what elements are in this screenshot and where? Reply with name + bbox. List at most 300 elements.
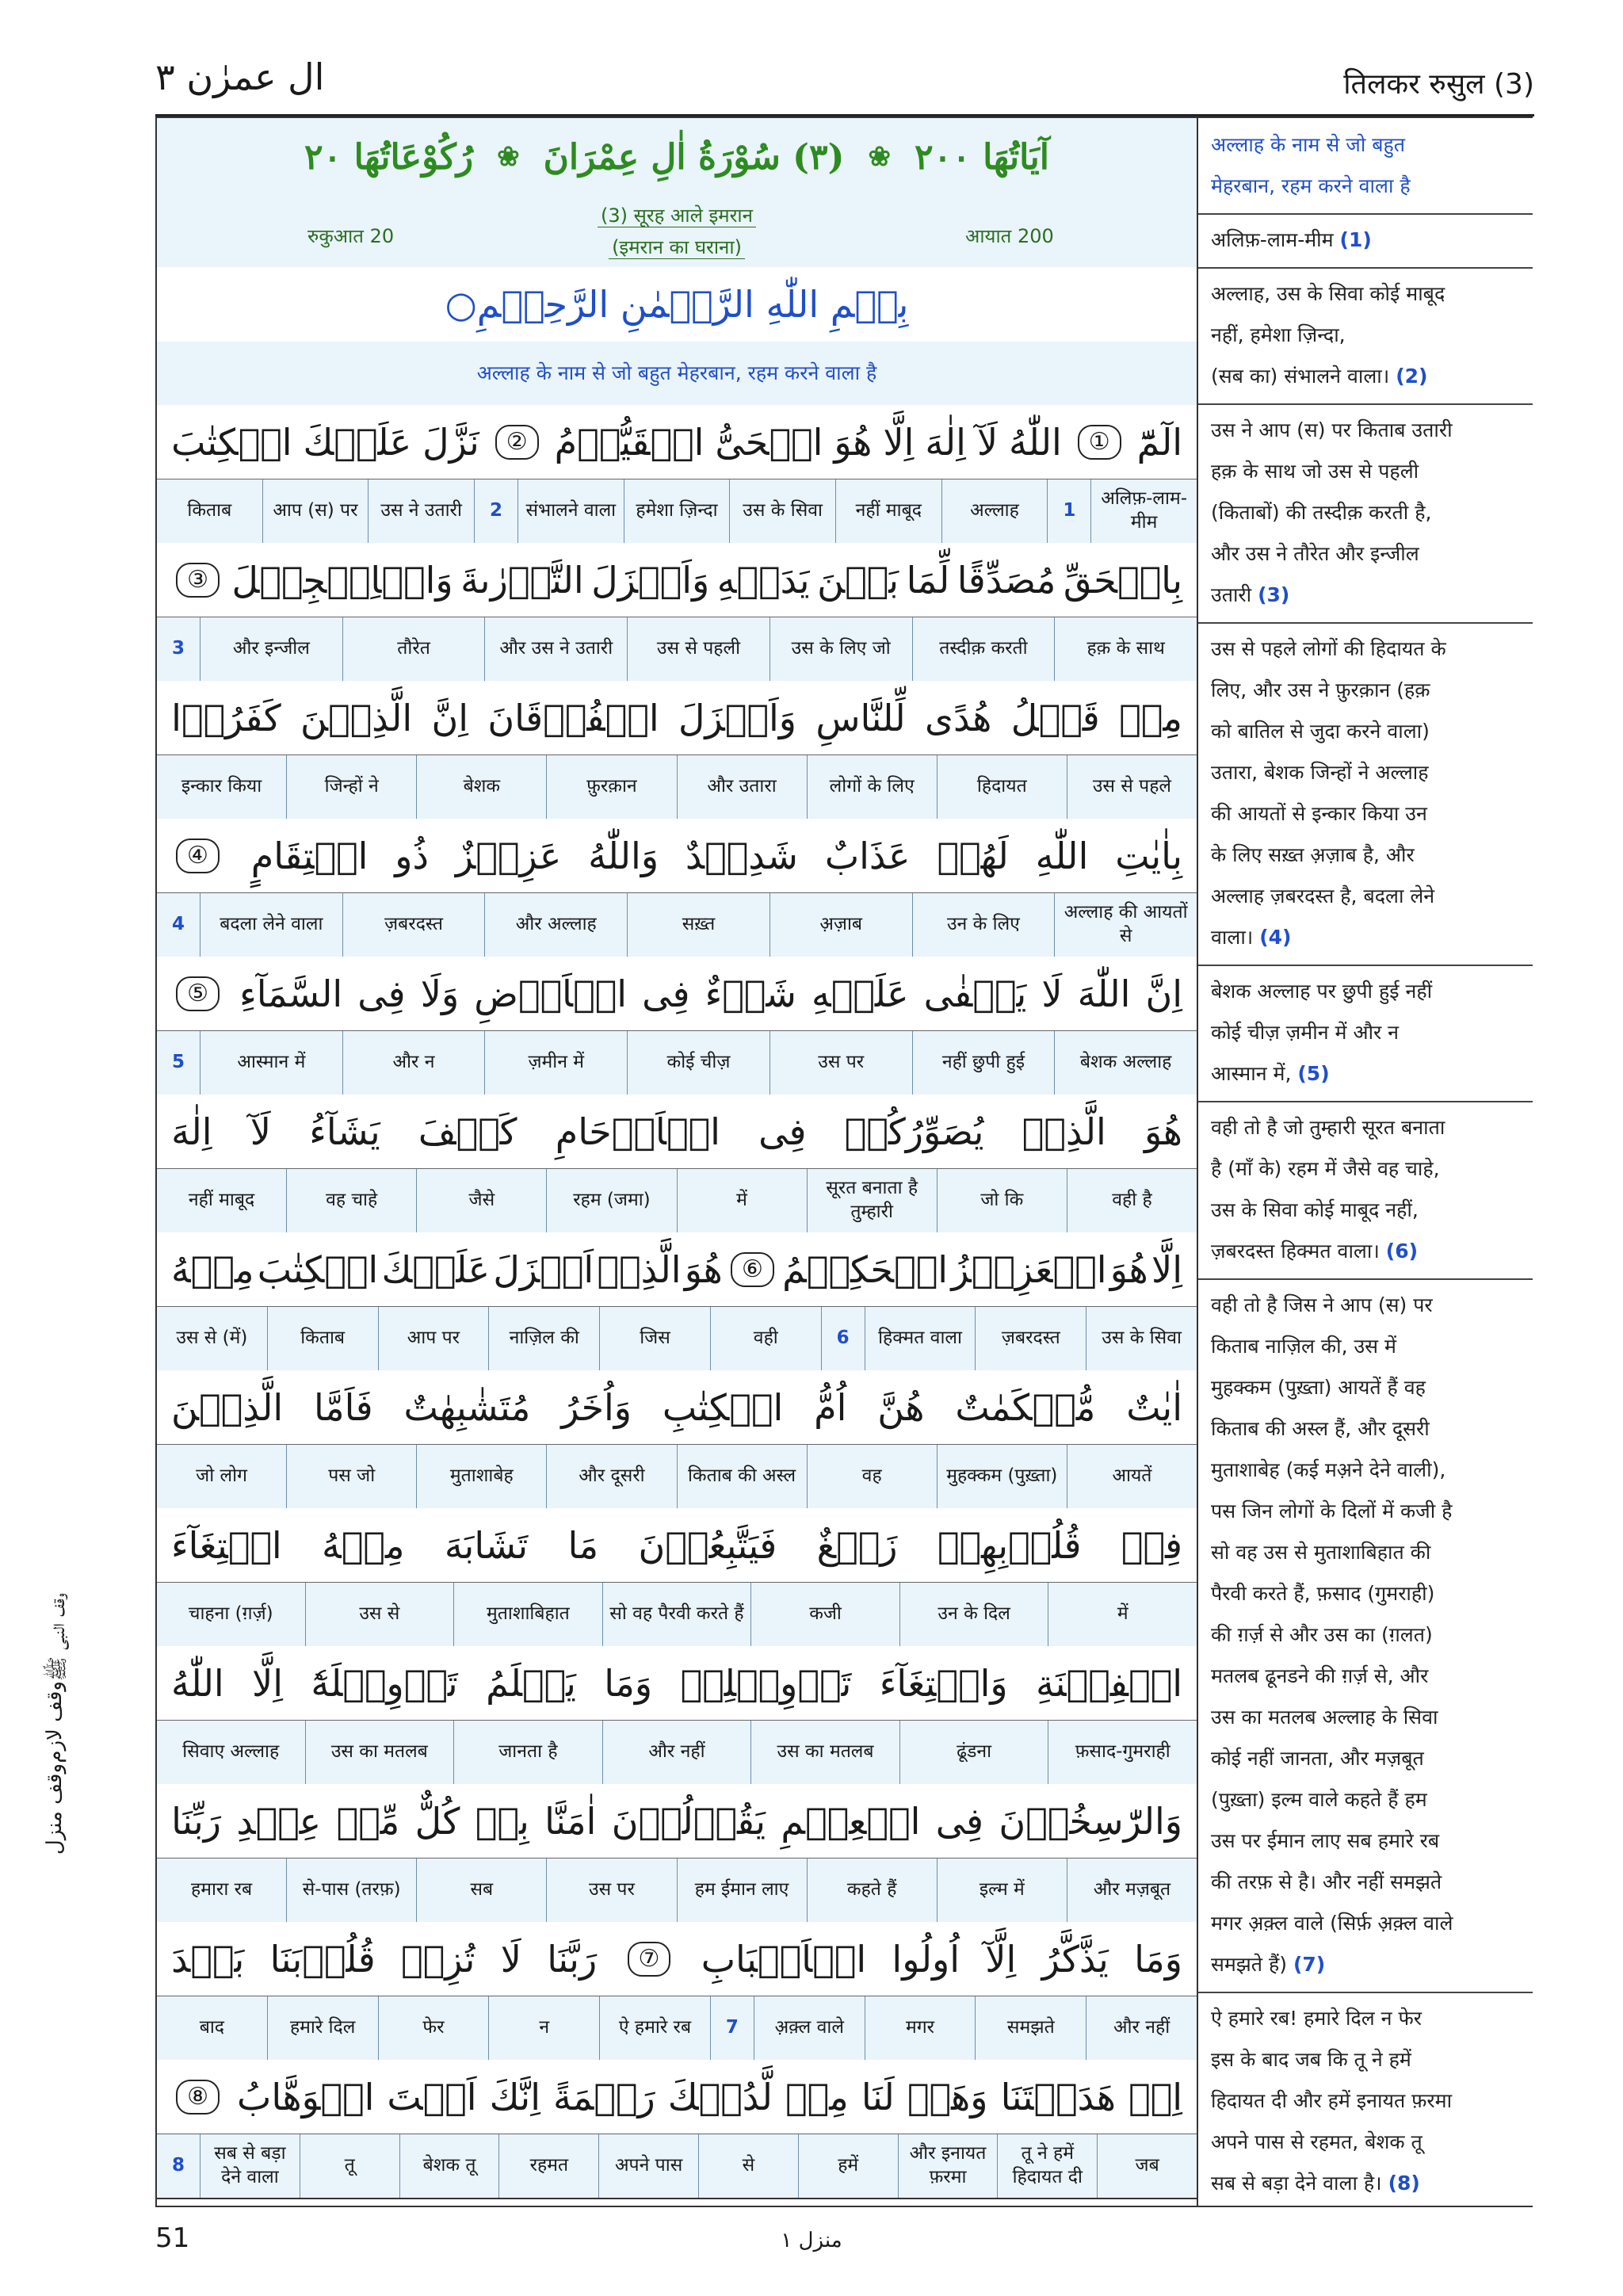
arabic-word: كَيۡفَ bbox=[418, 1110, 517, 1153]
word-meaning-cell: ऐ हमारे रब bbox=[599, 1996, 710, 2060]
translation-text: हक़ के साथ जो उस से पहली bbox=[1211, 460, 1419, 483]
translation-line bbox=[1211, 793, 1528, 835]
translation-paragraph bbox=[1211, 410, 1528, 616]
word-meaning-cell: अल्लाह bbox=[941, 479, 1048, 543]
ayah-number-marker: ① bbox=[1078, 425, 1121, 460]
arabic-word: اٰيٰتٌ bbox=[1126, 1385, 1182, 1429]
word-meaning-cell: रहम (जमा) bbox=[546, 1169, 676, 1232]
word-meaning-cell: कहते हैं bbox=[807, 1859, 937, 1922]
translation-text: वही तो है जो तुम्हारी सूरत बनाता bbox=[1211, 1116, 1445, 1139]
word-meaning-cell: वही है bbox=[1067, 1169, 1197, 1232]
verse-arabic-line bbox=[157, 1095, 1197, 1169]
word-meaning-cell: हमेशा ज़िन्दा bbox=[624, 479, 730, 543]
arabic-word: شَدِيۡدٌ bbox=[685, 834, 798, 877]
arabic-word: وَابۡتِغَآءَ bbox=[879, 1661, 1008, 1705]
word-meaning-cell: आयतें bbox=[1067, 1445, 1197, 1508]
arabic-word: يَشَآءُ bbox=[309, 1110, 380, 1153]
word-meaning-cell: और उस ने उतारी bbox=[484, 617, 627, 681]
arabic-word: وَاُخَرُ bbox=[561, 1385, 632, 1429]
ayat-count: आयात 200 bbox=[965, 225, 1054, 247]
word-meaning-cell: उस ने उतारी bbox=[368, 479, 474, 543]
arabic-word: الٓمّٓ bbox=[1136, 420, 1182, 464]
arabic-word: الۡفِتۡنَةِ bbox=[1035, 1661, 1182, 1705]
translation-paragraph bbox=[1211, 273, 1528, 397]
verse-arabic-line bbox=[157, 1508, 1197, 1583]
translation-line bbox=[1211, 533, 1528, 575]
translation-line bbox=[1211, 1862, 1528, 1903]
word-meaning-cell: उस पर bbox=[769, 1031, 912, 1095]
arabic-word: يُصَوِّرُكُمۡ bbox=[844, 1110, 984, 1153]
waqf-margin-note bbox=[43, 1593, 138, 1855]
translation-line bbox=[1211, 1408, 1528, 1450]
word-meaning-cell: हिदायत bbox=[937, 755, 1067, 819]
arabic-word: الَّذِيۡنَ bbox=[300, 696, 413, 739]
translation-text: (सब का) संभालने वाला। bbox=[1211, 365, 1390, 388]
arabic-word: ابۡتِغَآءَ bbox=[171, 1523, 282, 1567]
translation-text: किताब नाज़िल की, उस में bbox=[1211, 1335, 1396, 1358]
word-meaning-cell: बेशक bbox=[416, 755, 546, 819]
word-meaning-cell: न bbox=[488, 1996, 599, 2060]
arabic-word: اِلَّآ bbox=[985, 1937, 1017, 1981]
arabic-word: فَيَتَّبِعُوۡنَ bbox=[638, 1523, 777, 1567]
translation-line bbox=[1211, 124, 1528, 166]
word-meaning-cell: जानता है bbox=[453, 1721, 602, 1784]
arabic-word: يَذَّكَّرُ bbox=[1041, 1937, 1109, 1981]
arabic-word: الَّذِيۡنَ bbox=[171, 1385, 284, 1429]
arabic-word: عِنۡدِ bbox=[236, 1799, 322, 1843]
translation-text: मुताशाबेह (कई मअ़ने देने वाली), bbox=[1211, 1458, 1446, 1481]
translation-line bbox=[1211, 1285, 1528, 1326]
arabic-word: اِلٰهَ bbox=[925, 420, 966, 464]
translation-text: है (माँ के) रहम में जैसे वह चाहे, bbox=[1211, 1157, 1440, 1180]
word-meaning-cell: किताब bbox=[267, 1307, 378, 1370]
arabic-word: وَمَا bbox=[604, 1661, 653, 1705]
word-meaning-cell: ढूंडना bbox=[899, 1721, 1048, 1784]
translation-line bbox=[1211, 410, 1528, 451]
arabic-word: لَهُمۡ bbox=[937, 834, 1009, 877]
arabic-word: مِنۡ bbox=[785, 2075, 849, 2118]
word-meaning-cell: ज़बरदस्त bbox=[342, 893, 485, 957]
word-meaning-cell: में bbox=[1048, 1583, 1197, 1646]
verse-number: (4) bbox=[1259, 926, 1292, 949]
word-meaning-cell: फ़ुरक़ान bbox=[546, 755, 676, 819]
word-meaning-cell: इल्म में bbox=[937, 1859, 1067, 1922]
word-meaning-cell: उस से पहली bbox=[627, 617, 769, 681]
ayah-number-marker: ⑥ bbox=[731, 1252, 774, 1287]
margin-note-text: وقف لازم bbox=[43, 1681, 67, 1764]
word-meaning-cell: आप (स) पर bbox=[262, 479, 369, 543]
translation-paragraph bbox=[1211, 1998, 1528, 2204]
word-meaning-cell: हमें bbox=[798, 2134, 898, 2198]
translation-text: की तरफ़ से है। और नहीं समझते bbox=[1211, 1870, 1442, 1893]
verse-number-cell: 8 bbox=[172, 2155, 185, 2176]
verse-arabic-line bbox=[157, 1784, 1197, 1859]
translation-text: मतलब ढूनडने की ग़र्ज़ से, और bbox=[1211, 1664, 1429, 1687]
arabic-word: لَآ bbox=[976, 420, 999, 464]
word-meaning-cell: उस का मतलब bbox=[750, 1721, 899, 1784]
translation-line bbox=[1211, 1697, 1528, 1738]
word-meaning-cell: जो कि bbox=[937, 1169, 1067, 1232]
arabic-word: هُوَ bbox=[684, 1247, 723, 1291]
ayah-number-marker: ② bbox=[495, 425, 539, 460]
word-meaning-cell: कोई चीज़ bbox=[627, 1031, 769, 1095]
arabic-word: بِهٖ bbox=[475, 1799, 529, 1843]
word-meaning-cell: बाद bbox=[199, 2017, 225, 2038]
translation-text: ज़बरदस्त हिक्मत वाला। bbox=[1211, 1240, 1380, 1263]
translation-line bbox=[1211, 876, 1528, 917]
bismillah-arabic: بِسۡمِ اللّٰهِ الرَّحۡمٰنِ الرَّحِيۡمِ○ bbox=[157, 267, 1197, 343]
main-panel bbox=[155, 117, 1198, 2207]
verse-number-cell: 1 bbox=[1047, 479, 1090, 543]
translation-paragraph bbox=[1211, 1285, 1528, 1985]
arabic-word: وَالۡاِنۡجِيۡلَ bbox=[231, 558, 453, 602]
arabic-word: مُصَدِّقًا bbox=[957, 558, 1056, 602]
word-meaning-cell: सूरत बनाता है तुम्हारी bbox=[807, 1169, 937, 1232]
word-meaning-cell: उन के लिए bbox=[912, 893, 1055, 957]
arabic-word: الۡعَزِيۡزُ bbox=[951, 1247, 1107, 1291]
translation-text: और उस ने तौरेत और इन्जील bbox=[1211, 542, 1419, 565]
translation-column bbox=[1198, 117, 1533, 2207]
arabic-word: هَدَيۡتَنَا bbox=[1000, 2075, 1116, 2118]
verse-number: (3) bbox=[1258, 583, 1290, 606]
arabic-word: مِنۡ bbox=[1119, 696, 1182, 739]
arabic-word: فِى bbox=[357, 972, 406, 1015]
translation-text: मुहक्कम (पुख़्ता) आयतें हैं वह bbox=[1211, 1376, 1426, 1399]
margin-note-text: وقف النبی ﷺ bbox=[46, 1593, 70, 1682]
word-gloss-row bbox=[157, 2134, 1197, 2199]
verse-arabic-line bbox=[157, 1646, 1197, 1721]
arabic-word: يَعۡلَمُ bbox=[486, 1661, 576, 1705]
translation-line bbox=[1211, 2039, 1528, 2080]
arabic-word: لَآ bbox=[250, 1110, 271, 1153]
word-gloss-row bbox=[157, 1031, 1197, 1096]
arabic-word: الۡاَرۡحَامِ bbox=[555, 1110, 720, 1153]
translation-line bbox=[1211, 315, 1528, 356]
word-meaning-cell: उस से पहले bbox=[1067, 755, 1197, 819]
word-gloss-row bbox=[157, 1721, 1197, 1786]
arabic-word: فِى bbox=[642, 972, 690, 1015]
verse-arabic-line bbox=[157, 819, 1197, 893]
word-meaning-cell: हिक्मत वाला bbox=[865, 1307, 976, 1370]
translation-line bbox=[1211, 1656, 1528, 1697]
verse-number: (5) bbox=[1297, 1062, 1330, 1085]
arabic-word: اللّٰهَ bbox=[1077, 972, 1131, 1015]
translation-line bbox=[1211, 1491, 1528, 1532]
translation-line bbox=[1211, 220, 1528, 261]
verse-arabic-line bbox=[157, 957, 1197, 1031]
arabic-word: فَاَمَّا bbox=[314, 1385, 373, 1429]
translation-line bbox=[1211, 1532, 1528, 1573]
arabic-word: اِذۡ bbox=[1128, 2075, 1182, 2118]
translation-line bbox=[1211, 1614, 1528, 1656]
arabic-word: التَّوۡرٰىةَ bbox=[460, 558, 584, 602]
word-meaning-cell: मुताशाबेह bbox=[416, 1445, 546, 1508]
word-meaning-cell: में bbox=[677, 1169, 807, 1232]
word-meaning-cell: नहीं माबूद bbox=[188, 1190, 255, 1211]
word-meaning-cell: उन के दिल bbox=[899, 1583, 1048, 1646]
arabic-word: اِنَّ bbox=[431, 696, 469, 739]
translation-text: की ग़र्ज़ से और उस का (ग़लत) bbox=[1211, 1623, 1433, 1646]
translation-line bbox=[1211, 670, 1528, 711]
translation-line bbox=[1211, 492, 1528, 533]
arabic-word: قُلُوۡبَنَا bbox=[269, 1937, 376, 1981]
translation-line bbox=[1211, 1190, 1528, 1231]
word-meaning-cell: उस से bbox=[305, 1583, 454, 1646]
translation-line bbox=[1211, 1738, 1528, 1779]
arabic-word: الۡكِتٰبَ bbox=[171, 420, 292, 464]
arabic-word: الَّذِىۡ bbox=[597, 1247, 682, 1291]
verse-number-cell: 6 bbox=[821, 1307, 865, 1370]
translation-text: आस्मान में, bbox=[1211, 1062, 1292, 1085]
translation-paragraph bbox=[1211, 220, 1528, 261]
word-meaning-cell: जिन्हों ने bbox=[286, 755, 416, 819]
translation-text: लिए, और उस ने फ़ुरक़ान (हक़ bbox=[1211, 678, 1430, 701]
arabic-word: عَذَابٌ bbox=[824, 834, 911, 877]
translation-text: इस के बाद जब कि तू ने हमें bbox=[1211, 2048, 1411, 2071]
ayah-number-marker: ⑦ bbox=[628, 1942, 671, 1977]
ayah-number-marker: ④ bbox=[176, 839, 220, 873]
arabic-word: الۡفُرۡقَانَ bbox=[487, 696, 659, 739]
arabic-word: وَمَا bbox=[1134, 1937, 1182, 1981]
word-meaning-cell: और अल्लाह bbox=[484, 893, 627, 957]
verse-arabic-line bbox=[157, 405, 1197, 479]
ruku-count: रुकुआत 20 bbox=[307, 225, 395, 247]
surah-name-hindi: (3) सूरह आले इमरान bbox=[598, 204, 756, 227]
translation-line bbox=[1211, 1903, 1528, 1944]
word-meaning-cell: कजी bbox=[750, 1583, 899, 1646]
translation-line bbox=[1211, 1573, 1528, 1614]
word-meaning-cell: से-पास (तरफ़) bbox=[286, 1859, 416, 1922]
paragraph-divider bbox=[1198, 1101, 1533, 1102]
translation-text: वही तो है जिस ने आप (स) पर bbox=[1211, 1293, 1433, 1316]
word-gloss-row bbox=[157, 479, 1197, 544]
surah-name-arabic: (٣) سُوْرَةُ اٰلِ عِمْرَانَ bbox=[543, 136, 845, 178]
verse-number: (1) bbox=[1339, 228, 1372, 251]
arabic-word: اِلَّا bbox=[883, 420, 915, 464]
word-meaning-cell: और नहीं bbox=[1086, 1996, 1197, 2060]
word-meaning-cell: ज़मीन में bbox=[484, 1031, 627, 1095]
verse-arabic-line bbox=[157, 1232, 1197, 1307]
translation-paragraph bbox=[1211, 124, 1528, 207]
word-gloss-row bbox=[157, 1169, 1197, 1234]
arabic-word: نَزَّلَ bbox=[422, 420, 479, 464]
translation-line bbox=[1211, 1326, 1528, 1367]
word-meaning-cell: और इनायत फ़रमा bbox=[898, 2134, 998, 2198]
arabic-word: كَفَرُوۡا bbox=[171, 696, 281, 739]
arabic-word: يَخۡفٰى bbox=[923, 972, 1027, 1015]
paragraph-divider bbox=[1198, 267, 1533, 269]
arabic-word: وَالرّٰسِخُوۡنَ bbox=[999, 1799, 1182, 1843]
word-meaning-cell: आप पर bbox=[378, 1307, 489, 1370]
arabic-word: بَعۡدَ bbox=[171, 1937, 245, 1981]
word-meaning-cell: संभालने वाला bbox=[517, 479, 624, 543]
arabic-word: فِى bbox=[935, 1799, 984, 1843]
arabic-word: وَهَبۡ bbox=[907, 2075, 988, 2118]
word-gloss-row bbox=[157, 1445, 1197, 1510]
arabic-word: انۡتِقَامٍ bbox=[250, 834, 369, 877]
translation-line bbox=[1211, 1231, 1528, 1272]
surah-subtitle-row bbox=[157, 196, 1197, 269]
translation-text: वाला। bbox=[1211, 926, 1254, 949]
arabic-word: وَلَا bbox=[420, 972, 460, 1015]
arabic-word: وَاَنۡزَلَ bbox=[591, 558, 710, 602]
translation-line bbox=[1211, 711, 1528, 752]
translation-text: मेहरबान, रहम करने वाला है bbox=[1211, 174, 1411, 197]
surah-meaning: (इमरान का घराना) bbox=[609, 236, 745, 259]
translation-text: नहीं, हमेशा ज़िन्दा, bbox=[1211, 323, 1346, 346]
translation-text: हिदायत दी और हमें इनायत फ़रमा bbox=[1211, 2089, 1453, 2112]
translation-line bbox=[1211, 166, 1528, 207]
arabic-word: اِنَّكَ bbox=[489, 2075, 540, 2118]
arabic-word: اللّٰهُ bbox=[171, 1661, 224, 1705]
word-meaning-cell: आस्मान में bbox=[200, 1031, 342, 1095]
word-meaning-cell: जो लोग bbox=[196, 1465, 247, 1487]
arabic-word: مِنۡهُ bbox=[171, 1247, 254, 1291]
arabic-word: رَحۡمَةً bbox=[553, 2075, 655, 2118]
translation-text: के लिए सख़्त अ़ज़ाब है, और bbox=[1211, 843, 1415, 866]
arabic-word: ذُو bbox=[395, 834, 429, 877]
arabic-word: تَشَابَهَ bbox=[444, 1523, 529, 1567]
arabic-word: عَلَيۡهِ bbox=[812, 972, 909, 1015]
translation-text: की आयतों से इन्कार किया उन bbox=[1211, 802, 1427, 825]
arabic-word: مُتَشٰبِهٰتٌ bbox=[403, 1385, 531, 1429]
word-meaning-cell: तू ने हमें हिदायत दी bbox=[997, 2134, 1097, 2198]
arabic-word: زَيۡغٌ bbox=[816, 1523, 898, 1567]
arabic-word: تَاۡوِيۡلِهٖ bbox=[680, 1661, 852, 1705]
translation-text: अल्लाह, उस के सिवा कोई माबूद bbox=[1211, 282, 1445, 305]
arabic-word: عَزِيۡزٌ bbox=[455, 834, 562, 877]
arabic-word: مُّحۡكَمٰتٌ bbox=[955, 1385, 1096, 1429]
translation-text: उस ने आप (स) पर किताब उतारी bbox=[1211, 418, 1453, 441]
translation-line bbox=[1211, 1944, 1528, 1985]
arabic-word: بِاٰيٰتِ bbox=[1115, 834, 1182, 877]
translation-text: अल्लाह ज़बरदस्त है, बदला लेने bbox=[1211, 884, 1435, 907]
translation-text: बेशक अल्लाह पर छुपी हुई नहीं bbox=[1211, 980, 1433, 1003]
translation-text: अलिफ़-लाम-मीम bbox=[1211, 228, 1334, 251]
word-meaning-cell: और न bbox=[342, 1031, 485, 1095]
word-meaning-cell: तू bbox=[300, 2134, 399, 2198]
arabic-word: قُلُوۡبِهِمۡ bbox=[937, 1523, 1082, 1567]
translation-line bbox=[1211, 2122, 1528, 2163]
translation-text: अल्लाह के नाम से जो बहुत bbox=[1211, 133, 1406, 156]
arabic-word: هُوَ bbox=[1144, 1110, 1182, 1153]
ruku-count-arabic: رُكُوْعَاتُهَا ٢٠ bbox=[304, 136, 474, 178]
arabic-word: الۡكِتٰبَ bbox=[257, 1247, 379, 1291]
arabic-word: وَاَنۡزَلَ bbox=[678, 696, 796, 739]
translation-text: को बातिल से जुदा करने वाला) bbox=[1211, 720, 1430, 743]
arabic-word: لَا bbox=[500, 1937, 521, 1981]
arabic-word: عَلَيۡكَ bbox=[381, 1247, 491, 1291]
arabic-word: اِنَّ bbox=[1145, 972, 1182, 1015]
arabic-word: اِلَّا bbox=[252, 1661, 284, 1705]
translation-line bbox=[1211, 451, 1528, 492]
arabic-word: اِلٰهَ bbox=[171, 1110, 212, 1153]
arabic-word: اَنۡزَلَ bbox=[493, 1247, 594, 1291]
word-meaning-cell: रहमत bbox=[498, 2134, 598, 2198]
word-meaning-cell: मुहक्कम (पुख़्ता) bbox=[937, 1445, 1067, 1508]
translation-text: पैरवी करते हैं, फ़साद (गुमराही) bbox=[1211, 1582, 1435, 1605]
word-meaning-cell: वह bbox=[807, 1445, 937, 1508]
arabic-word: تَاۡوِيۡلَهٗٓ bbox=[311, 1661, 458, 1705]
word-meaning-cell: बेशक अल्लाह bbox=[1054, 1031, 1197, 1095]
paragraph-divider bbox=[1198, 1992, 1533, 1993]
arabic-word: قَبۡلُ bbox=[1010, 696, 1100, 739]
translation-paragraph bbox=[1211, 971, 1528, 1095]
arabic-word: اَنۡتَ bbox=[387, 2075, 477, 2118]
word-meaning-cell: सो वह पैरवी करते हैं bbox=[602, 1583, 751, 1646]
word-meaning-cell: फेर bbox=[378, 1996, 489, 2060]
translation-text: कोई चीज़ ज़मीन में और न bbox=[1211, 1021, 1400, 1044]
translation-line bbox=[1211, 356, 1528, 397]
word-meaning-cell: सिवाए अल्लाह bbox=[182, 1741, 280, 1763]
word-meaning-cell: सब bbox=[416, 1859, 546, 1922]
word-meaning-cell: उस पर bbox=[546, 1859, 676, 1922]
arabic-word: لَّدُنۡكَ bbox=[667, 2075, 773, 2118]
translation-text: सो वह उस से मुताशाबिहात की bbox=[1211, 1541, 1431, 1564]
paragraph-divider bbox=[1198, 213, 1533, 215]
translation-text: (पुख़्ता) इल्म वाले कहते हैं हम bbox=[1211, 1788, 1427, 1811]
surah-title-row bbox=[157, 118, 1197, 197]
word-meaning-cell: अपने पास bbox=[598, 2134, 698, 2198]
word-meaning-cell: जैसे bbox=[416, 1169, 546, 1232]
verse-number-cell: 7 bbox=[710, 1996, 754, 2060]
translation-line bbox=[1211, 2163, 1528, 2204]
word-gloss-row bbox=[157, 1859, 1197, 1924]
word-meaning-cell: और दूसरी bbox=[546, 1445, 676, 1508]
word-meaning-cell: किताब bbox=[187, 500, 232, 521]
word-meaning-cell: पस जो bbox=[286, 1445, 416, 1508]
verse-number: (7) bbox=[1293, 1953, 1326, 1976]
paragraph-divider bbox=[1198, 403, 1533, 405]
word-meaning-cell: उस का मतलब bbox=[305, 1721, 454, 1784]
flower-icon: ❀ bbox=[868, 141, 891, 173]
arabic-word: الۡكِتٰبِ bbox=[662, 1385, 784, 1429]
arabic-word: اٰمَنَّا bbox=[544, 1799, 597, 1843]
translation-line bbox=[1211, 752, 1528, 793]
word-meaning-cell: और मज़बूत bbox=[1067, 1859, 1197, 1922]
verse-arabic-line bbox=[157, 681, 1197, 755]
arabic-word: هُدًى bbox=[924, 696, 992, 739]
word-meaning-cell: नहीं छुपी हुई bbox=[912, 1031, 1055, 1095]
ayah-number-marker: ⑤ bbox=[176, 976, 220, 1011]
arabic-word: لِّمَا bbox=[906, 558, 950, 602]
margin-note-text: وقف منزل bbox=[43, 1763, 67, 1855]
word-gloss-row bbox=[157, 755, 1197, 820]
arabic-word: يَدَيۡهِ bbox=[716, 558, 810, 602]
word-meaning-cell: चाहना (ग़र्ज़) bbox=[188, 1603, 273, 1625]
arabic-word: مِنۡهُ bbox=[322, 1523, 405, 1567]
arabic-word: الۡقَيُّوۡمُ bbox=[554, 420, 705, 464]
word-meaning-cell: हम ईमान लाए bbox=[677, 1859, 807, 1922]
arabic-word: الَّذِىۡ bbox=[1022, 1110, 1106, 1153]
arabic-word: الۡوَهَّابُ bbox=[237, 2075, 375, 2118]
arabic-word: شَىۡءٌ bbox=[705, 972, 796, 1015]
word-meaning-cell: तस्दीक़ करती bbox=[912, 617, 1055, 681]
header-surah-hindi: तिलकर रुसुल (3) bbox=[1343, 68, 1534, 101]
verse-arabic-line bbox=[157, 543, 1197, 617]
word-meaning-cell: हमारे दिल bbox=[267, 1996, 378, 2060]
arabic-word: هُوَ bbox=[834, 420, 873, 464]
ayat-count-arabic: آيَاتُهَا ٢٠٠ bbox=[914, 136, 1049, 178]
verse-number: (2) bbox=[1396, 365, 1428, 388]
arabic-word: اُمُّ bbox=[814, 1385, 847, 1429]
translation-line bbox=[1211, 917, 1528, 958]
word-meaning-cell: बदला लेने वाला bbox=[200, 893, 342, 957]
translation-text: उस का मतलब अल्लाह के सिवा bbox=[1211, 1706, 1438, 1729]
translation-text: पस जिन लोगों के दिलों में कजी है bbox=[1211, 1499, 1453, 1522]
word-meaning-cell: अ़ज़ाब bbox=[769, 893, 912, 957]
word-meaning-cell: सख़्त bbox=[627, 893, 769, 957]
